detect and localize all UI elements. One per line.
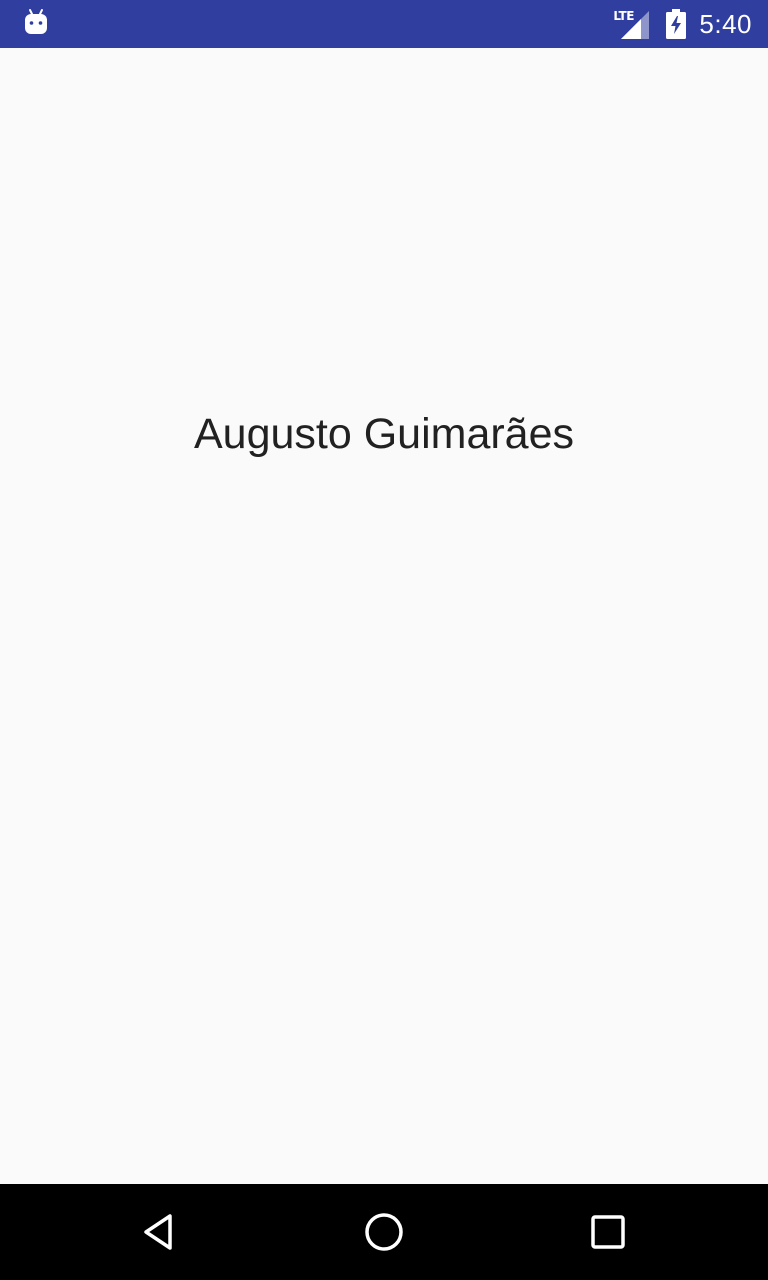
android-notification-icon [22, 8, 50, 36]
back-icon [140, 1212, 180, 1252]
main-content [0, 48, 768, 1184]
network-type-label: LTE [613, 9, 634, 23]
recent-apps-icon [590, 1214, 626, 1250]
status-icons [613, 0, 752, 48]
recent-apps-button[interactable] [584, 1208, 632, 1256]
home-icon [363, 1211, 405, 1253]
back-button[interactable] [136, 1208, 184, 1256]
battery-charging-icon [665, 9, 687, 39]
navigation-bar [0, 1184, 768, 1280]
display-name-text: Augusto Guimarães [193, 410, 575, 458]
status-bar [0, 0, 768, 48]
signal-icon [613, 9, 651, 39]
status-clock: 5:40 [699, 8, 752, 39]
home-button[interactable] [360, 1208, 408, 1256]
